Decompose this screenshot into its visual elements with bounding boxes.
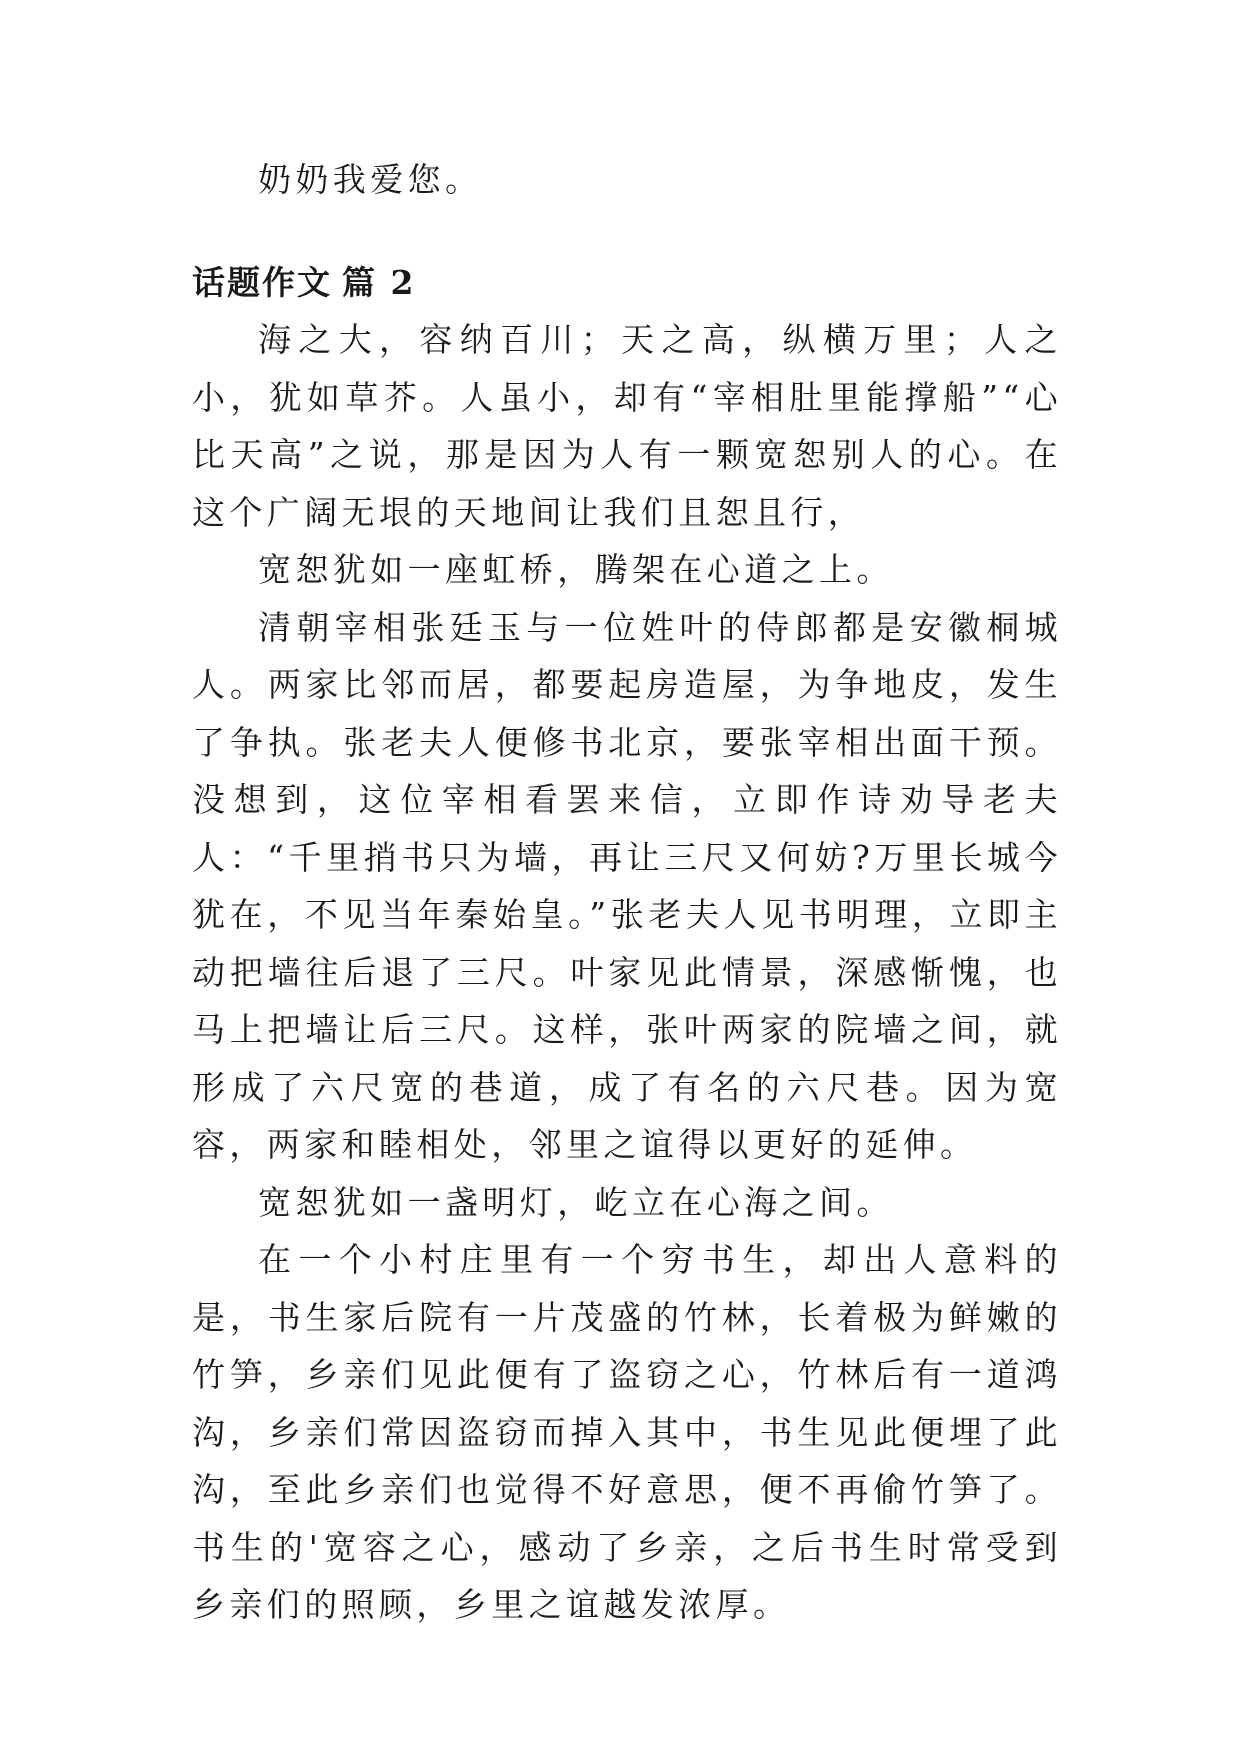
paragraph-intro: 海之大，容纳百川；天之高，纵横万里；人之小，犹如草芥。人虽小，却有“宰相肚里能撑船”“心比天高”之说，那是因为人有一颗宽恕别人的心。在这个广阔无垠的天地间让我们且恕且行， [192, 320, 1062, 532]
paragraph-bright-lamp: 宽恕犹如一盏明灯，屹立在心海之间。 [258, 1182, 894, 1222]
section-label: 篇 2 [342, 262, 416, 302]
section-heading [192, 254, 1062, 312]
document-body [192, 151, 1062, 1634]
paragraph-six-foot-lane-story: 清朝宰相张廷玉与一位姓叶的侍郎都是安徽桐城人。两家比邻而居，都要起房造屋，为争地皮，发生了争执。张老夫人便修书北京，要张宰相出面干预。没想到，这位宰相看罢来信，立即作诗劝导老夫人：“千里捎书只为墙，再让三尺又何妨?万里长城今犹在，不见当年秦始皇。”张老夫人见书明理，立即主动把墙往后退了三尺。叶家见此情景，深感惭愧，也马上把墙让后三尺。这样，张叶两家的院墙之间，就形成了六尺宽的巷道，成了有名的六尺巷。因为宽容，两家和睦相处，邻里之谊得以更好的延伸。 [192, 607, 1062, 1164]
lead-paragraph: 奶奶我爱您。 [258, 160, 483, 199]
paragraph-scholar-story: 在一个小村庄里有一个穷书生，却出人意料的是，书生家后院有一片茂盛的竹林，长着极为鲜嫩的竹笋，乡亲们见此便有了盗窃之心，竹林后有一道鸿沟，乡亲们常因盗窃而掉入其中，书生见此便埋了此沟，至此乡亲们也觉得不好意思，便不再偷竹笋了。书生的'宽容之心，感动了乡亲，之后书生时常受到乡亲们的照顾，乡里之谊越发浓厚。 [192, 1240, 1062, 1624]
section-title: 话题作文 [192, 262, 332, 302]
paragraph-rainbow-bridge: 宽恕犹如一座虹桥，腾架在心道之上。 [258, 550, 894, 589]
